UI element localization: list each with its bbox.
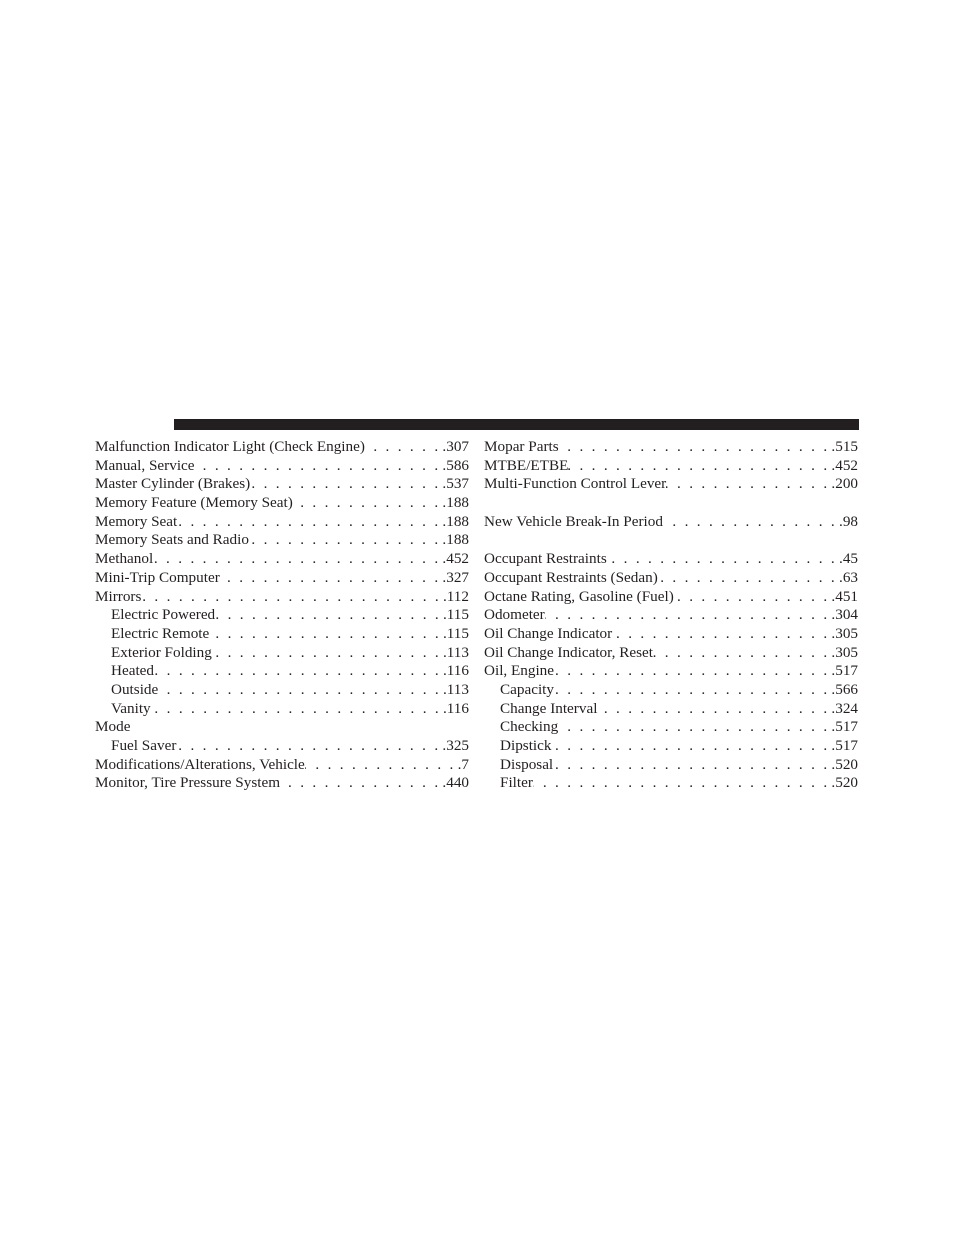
entry-label: Multi-Function Control Lever (484, 475, 667, 493)
dot-leader (176, 737, 442, 756)
dot-leader (653, 644, 831, 663)
index-entry (95, 531, 469, 550)
entry-label: New Vehicle Break-In Period (484, 512, 663, 530)
entry-page-number: .325 (442, 737, 469, 754)
dot-leader (553, 756, 831, 775)
entry-page-number: .115 (442, 624, 469, 642)
entry-label: Odometer (484, 606, 545, 624)
dot-leader (568, 457, 831, 476)
index-entry (95, 569, 469, 588)
dot-leader (141, 588, 443, 607)
entry-label: Memory Feature (Memory Seat) (95, 494, 293, 512)
entry-label: Mini-Trip Computer (95, 568, 220, 586)
index-entry (484, 438, 858, 457)
entry-page-number: .307 (442, 438, 469, 455)
dot-leader (597, 700, 831, 719)
entry-page-number: .98 (839, 512, 858, 530)
entry-label: Fuel Saver (111, 737, 177, 754)
entry-label: Filter (500, 774, 533, 792)
dot-leader (554, 662, 831, 681)
index-entry (95, 513, 469, 532)
entry-page-number: .305 (831, 643, 858, 661)
entry-label: Oil, Engine (484, 662, 555, 680)
index-entry (484, 756, 858, 775)
index-entry (95, 718, 469, 737)
entry-label: Mode (95, 718, 131, 736)
entry-label: Oil Change Indicator, Reset (484, 643, 653, 661)
index-entry (95, 700, 469, 719)
entry-page-number: .115 (442, 606, 469, 624)
entry-page-number: .324 (831, 699, 858, 717)
dot-leader (658, 569, 839, 588)
dot-leader (365, 438, 443, 457)
entry-label: Dipstick (500, 737, 552, 754)
entry-label: Modifications/Alterations, Vehicle (95, 755, 305, 773)
entry-label: Vanity (111, 699, 151, 717)
dot-leader (551, 737, 831, 756)
dot-leader (558, 718, 831, 737)
index-entry (484, 700, 858, 719)
entry-label: Change Interval (500, 699, 598, 717)
entry-label: Capacity (500, 680, 554, 698)
entry-page-number: .188 (442, 531, 469, 549)
entry-page-number: .116 (442, 699, 469, 717)
dot-leader (158, 681, 443, 700)
entry-page-number: .566 (831, 680, 858, 698)
index-entry (484, 457, 858, 476)
index-entry (484, 625, 858, 644)
index-entry (484, 774, 858, 793)
entry-page-number: .188 (442, 512, 469, 530)
dot-leader (305, 756, 458, 775)
entry-label: Octane Rating, Gasoline (Fuel) (484, 587, 674, 605)
index-entry (95, 550, 469, 569)
index-entry (95, 588, 469, 607)
entry-page-number: .452 (831, 456, 858, 474)
index-column-right (484, 438, 858, 793)
index-entry (484, 662, 858, 681)
entry-page-number: .517 (831, 737, 858, 754)
index-entry (95, 756, 469, 775)
entry-page-number: .537 (442, 475, 469, 493)
spacer (484, 531, 858, 550)
dot-leader (674, 588, 832, 607)
index-entry (484, 513, 858, 532)
index-entry (484, 606, 858, 625)
dot-leader (663, 513, 839, 532)
dot-leader (554, 681, 831, 700)
dot-leader (215, 606, 443, 625)
dot-leader (153, 550, 442, 569)
entry-page-number: .200 (831, 475, 858, 493)
entry-label: Occupant Restraints (484, 550, 607, 568)
index-entry (95, 625, 469, 644)
entry-page-number: .440 (442, 774, 469, 792)
dot-leader (293, 494, 443, 513)
index-entry (484, 588, 858, 607)
entry-label: Oil Change Indicator (484, 624, 613, 642)
index-entry (95, 606, 469, 625)
entry-page-number: .451 (831, 587, 858, 605)
entry-label: Mirrors (95, 587, 142, 605)
index-entry (484, 550, 858, 569)
entry-page-number: .517 (831, 662, 858, 680)
entry-label: Heated (111, 662, 155, 680)
index-entry (484, 737, 858, 756)
spacer (484, 494, 858, 513)
dot-leader (209, 625, 443, 644)
index-entry (95, 774, 469, 793)
index-entry (95, 737, 469, 756)
entry-page-number: .327 (442, 568, 469, 586)
dot-leader (154, 662, 443, 681)
entry-page-number: .188 (442, 494, 469, 512)
dot-leader (250, 475, 442, 494)
entry-label: Electric Remote (111, 624, 210, 642)
entry-label: Malfunction Indicator Light (Check Engine) (95, 438, 365, 455)
index-entry (95, 644, 469, 663)
entry-label: Checking (500, 718, 559, 736)
entry-page-number: .305 (831, 624, 858, 642)
index-entry (95, 681, 469, 700)
entry-label: Outside (111, 680, 159, 698)
index-entry (484, 718, 858, 737)
entry-label: Memory Seats and Radio (95, 531, 249, 549)
entry-page-number: .112 (442, 587, 469, 605)
entry-page-number: .113 (442, 680, 469, 698)
entry-page-number: .7 (457, 755, 469, 773)
entry-label: Methanol (95, 550, 154, 568)
index-entry (95, 475, 469, 494)
header-rule (174, 419, 859, 430)
entry-label: Monitor, Tire Pressure System (95, 774, 281, 792)
index-entry (95, 662, 469, 681)
entry-page-number: .63 (839, 568, 858, 586)
dot-leader (666, 475, 831, 494)
index-entry (484, 569, 858, 588)
index-entry (95, 438, 469, 457)
dot-leader (151, 700, 443, 719)
entry-label: Memory Seat (95, 512, 178, 530)
dot-leader (612, 625, 831, 644)
entry-page-number: .304 (831, 606, 858, 624)
dot-leader (280, 774, 442, 793)
dot-leader (195, 457, 443, 476)
index-column-left (95, 438, 469, 793)
dot-leader (212, 644, 443, 663)
entry-label: Electric Powered (111, 606, 216, 624)
dot-leader (177, 513, 442, 532)
dot-leader (545, 606, 832, 625)
entry-page-number: .517 (831, 718, 858, 736)
entry-page-number: .113 (442, 643, 469, 661)
entry-label: Occupant Restraints (Sedan) (484, 568, 658, 586)
index-entry (95, 457, 469, 476)
entry-label: Master Cylinder (Brakes) (95, 475, 251, 493)
dot-leader (607, 550, 839, 569)
dot-leader (249, 531, 442, 550)
entry-page-number: .45 (839, 550, 858, 568)
index-entry (484, 644, 858, 663)
entry-label: Manual, Service (95, 456, 195, 474)
entry-label: Disposal (500, 755, 554, 773)
entry-page-number: .520 (831, 755, 858, 773)
entry-label: MTBE/ETBE (484, 456, 569, 474)
entry-page-number: .520 (831, 774, 858, 792)
index-entry (95, 494, 469, 513)
dot-leader (533, 774, 832, 793)
index-entry (484, 475, 858, 494)
entry-page-number: .116 (442, 662, 469, 680)
index-entry (484, 681, 858, 700)
entry-page-number: .452 (442, 550, 469, 568)
dot-leader (559, 438, 832, 457)
entry-page-number: .515 (831, 438, 858, 455)
entry-page-number: .586 (442, 456, 469, 474)
dot-leader (220, 569, 443, 588)
entry-label: Mopar Parts (484, 438, 559, 455)
entry-label: Exterior Folding (111, 643, 212, 661)
